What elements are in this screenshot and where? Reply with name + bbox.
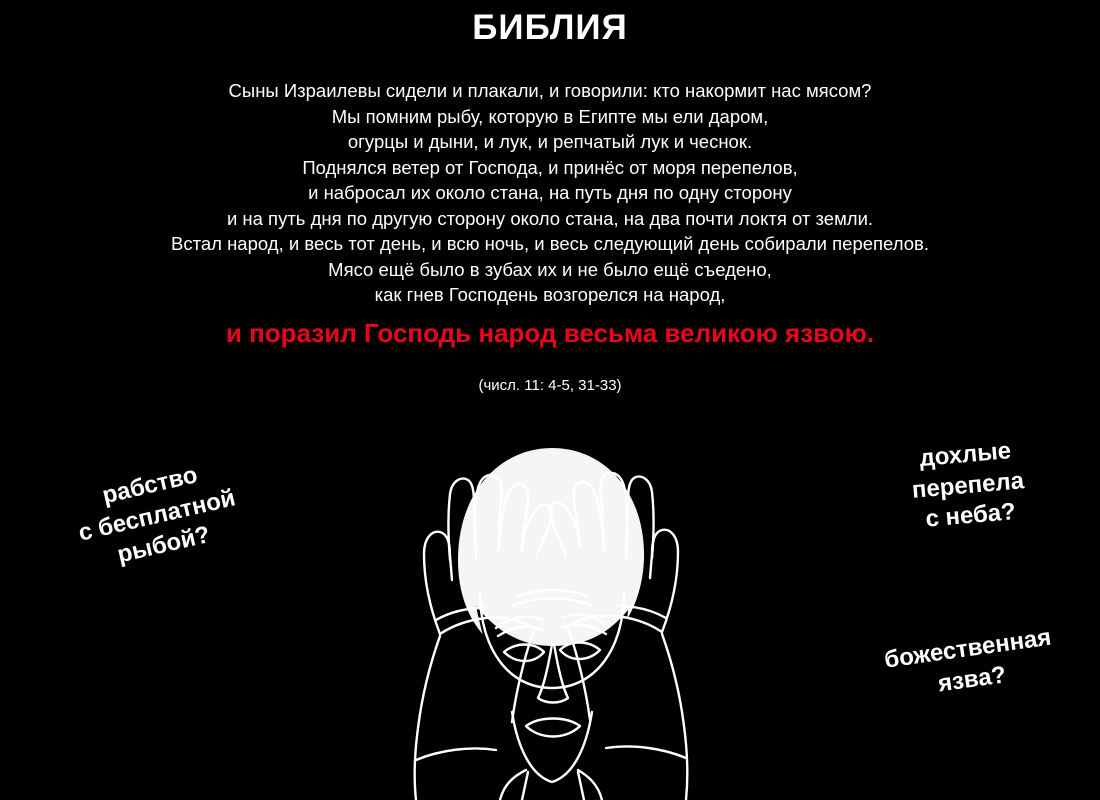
verse-line: огурцы и дыни, и лук, и репчатый лук и чеснок.: [347, 131, 753, 152]
annotation-right-top: дохлые перепела с неба?: [910, 437, 1026, 534]
verse-line: как гнев Господень возгорелся на народ,: [374, 284, 726, 305]
annotation-right-bottom: божественная язва?: [882, 623, 1053, 698]
verse-line: Мы помним рыбу, которую в Египте мы ели даром,: [331, 105, 769, 127]
verse-line: и набросал их около стана, на путь дня по одну сторону: [308, 182, 792, 203]
scripture-block: [0, 78, 1100, 308]
facepalm-man-icon: [290, 420, 810, 800]
verse-line: Встал народ, и весь тот день, и всю ночь, и весь следующий день собирали перепелов.: [171, 233, 929, 254]
verse-line: Мясо ещё было в зубах их и не было ещё съедено,: [328, 258, 772, 280]
facepalm-illustration: [290, 420, 810, 800]
annotation-left: рабство с бесплатной рыбой?: [75, 461, 238, 569]
verse-line: Сыны Израилевы сидели и плакали, и говорили: кто накормит нас мясом?: [228, 80, 872, 101]
page-title: БИБЛИЯ: [472, 8, 628, 47]
verse-line: и на путь дня по другую сторону около стана, на два почти локтя от земли.: [226, 207, 874, 229]
punchline-text: и поразил Господь народ весьма великою язвою.: [225, 318, 875, 348]
scripture-reference: (числ. 11: 4-5, 31-33): [478, 377, 622, 394]
verse-line: Поднялся ветер от Господа, и принёс от моря перепелов,: [302, 156, 798, 178]
